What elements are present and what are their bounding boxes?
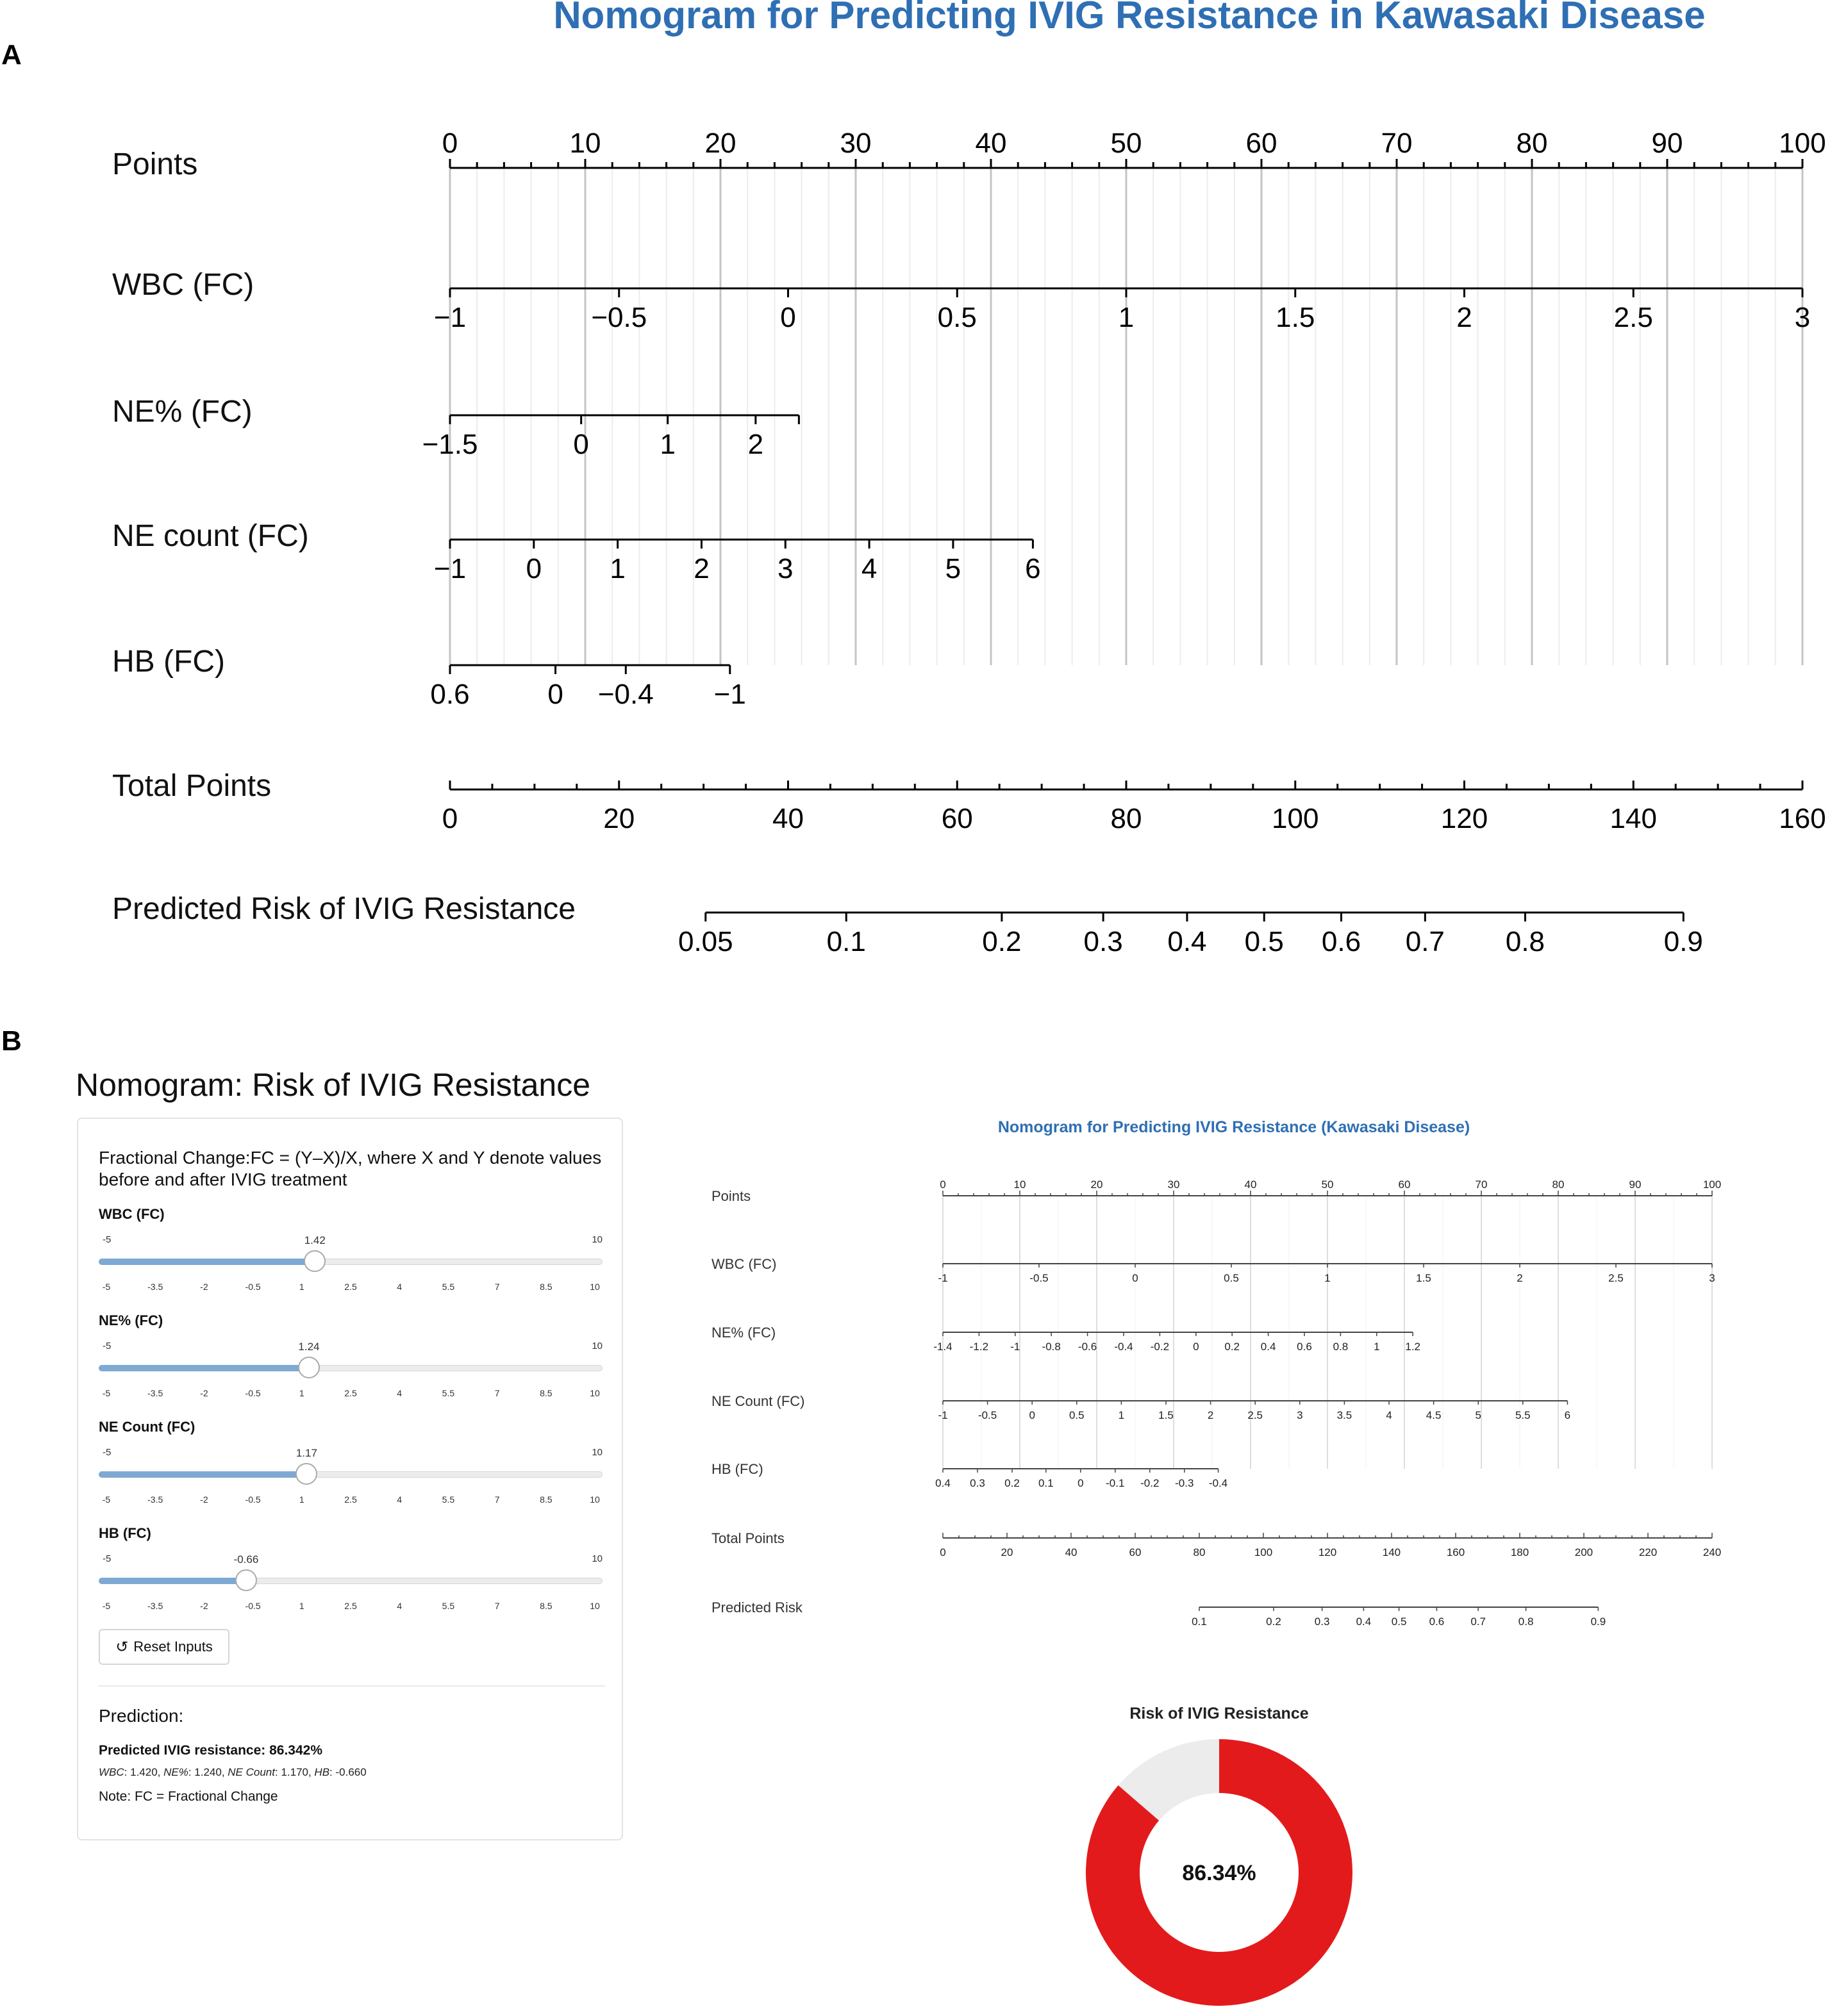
tick-label: 120 <box>1318 1546 1337 1558</box>
row-label: NE Count (FC) <box>711 1393 805 1409</box>
tick-label: 0.6 <box>1429 1615 1445 1628</box>
slider-tick-label: 4 <box>397 1601 403 1611</box>
hb-key: HB <box>314 1766 330 1778</box>
reset-button-label: Reset Inputs <box>133 1639 213 1655</box>
tick-label: 0.1 <box>826 926 866 957</box>
tick-label: 20 <box>704 128 736 159</box>
tick-label: 2 <box>1517 1272 1523 1284</box>
slider-tick-labels <box>99 1601 603 1615</box>
slider-tick-label: -0.5 <box>245 1388 261 1398</box>
tick-label: 180 <box>1510 1546 1529 1558</box>
reset-inputs-button[interactable] <box>99 1629 229 1665</box>
slider-label: NE% (FC) <box>99 1312 163 1328</box>
prediction-inputs <box>99 1766 367 1779</box>
tick-label: 0.7 <box>1405 926 1445 957</box>
tick-label: 220 <box>1638 1546 1658 1558</box>
slider-tick-label: 2.5 <box>344 1494 357 1505</box>
tick-label: 3.5 <box>1336 1409 1352 1421</box>
tick-label: -0.4 <box>1114 1341 1133 1353</box>
slider-thumb[interactable] <box>295 1463 317 1485</box>
slider-value-label: 1.24 <box>298 1341 320 1353</box>
tick-label: 50 <box>1110 128 1142 159</box>
slider-tick-label: 5.5 <box>442 1282 455 1292</box>
slider-tick-label: 5.5 <box>442 1601 455 1611</box>
tick-label: -1.2 <box>969 1341 989 1353</box>
tick-label: 10 <box>1013 1178 1026 1191</box>
slider-tick-label: 7 <box>494 1388 500 1398</box>
hb-value: : -0.660 <box>329 1766 367 1778</box>
row-label: HB (FC) <box>711 1461 763 1477</box>
tick-label: 40 <box>975 128 1007 159</box>
tick-label: 60 <box>941 803 973 834</box>
slider-tick-label: 4 <box>397 1494 403 1505</box>
tick-label: 100 <box>1702 1178 1722 1191</box>
app-title: Nomogram: Risk of IVIG Resistance <box>76 1067 591 1103</box>
slider-thumb[interactable] <box>298 1357 320 1378</box>
tick-label: 0.4 <box>1167 926 1207 957</box>
row-label: Total Points <box>711 1530 785 1546</box>
tick-label: 0 <box>1132 1272 1138 1284</box>
tick-label: 0.7 <box>1470 1615 1486 1628</box>
donut-title: Risk of IVIG Resistance <box>1129 1705 1309 1723</box>
panel-a-label: A <box>1 39 22 70</box>
slider-tick-label: 8.5 <box>540 1282 553 1292</box>
nomogram-b <box>692 1102 1782 2013</box>
tick-label: −0.5 <box>591 302 647 333</box>
plot-title: Nomogram for Predicting IVIG Resistance (Kawasaki Disease) <box>997 1118 1470 1136</box>
slider-tick-label: 2.5 <box>344 1282 357 1292</box>
slider-tick-label: 10 <box>590 1601 600 1611</box>
slider-max-label: 10 <box>592 1341 603 1351</box>
tick-label: 120 <box>1440 803 1488 834</box>
tick-label: 40 <box>1244 1178 1257 1191</box>
fc-note: Note: FC = Fractional Change <box>99 1789 278 1804</box>
tick-label: 0 <box>1029 1409 1035 1421</box>
slider-label: WBC (FC) <box>99 1206 165 1222</box>
slider-tick-label: 4 <box>397 1388 403 1398</box>
slider-tick-label: -0.5 <box>245 1494 261 1505</box>
fc-description: Fractional Change:FC = (Y–X)/X, where X and Y denote values before and after IVIG treatment <box>99 1148 602 1189</box>
slider-tick-label: 4 <box>397 1282 403 1292</box>
tick-label: 0.4 <box>1260 1341 1276 1353</box>
ne-pct-value: : 1.240, <box>188 1766 228 1778</box>
ne-count-slider[interactable] <box>99 1419 605 1521</box>
tick-label: 0 <box>1077 1477 1084 1489</box>
tick-label: 0 <box>573 429 589 460</box>
row-label: NE% (FC) <box>711 1325 776 1341</box>
tick-label: 0.5 <box>1391 1615 1407 1628</box>
tick-label: 3 <box>1709 1272 1715 1284</box>
nomogram-title: Nomogram for Predicting IVIG Resistance in Kawasaki Disease <box>553 0 1706 37</box>
slider-tick-label: -2 <box>200 1282 208 1292</box>
slider-tick-label: 7 <box>494 1601 500 1611</box>
slider-min-label: -5 <box>103 1447 112 1458</box>
slider-value-label: -0.66 <box>233 1553 259 1566</box>
tick-label: 100 <box>1254 1546 1273 1558</box>
tick-label: 1 <box>660 429 676 460</box>
slider-tick-label: 1 <box>299 1282 304 1292</box>
tick-label: 0.3 <box>1083 926 1123 957</box>
tick-label: 40 <box>1065 1546 1077 1558</box>
slider-min-label: -5 <box>103 1341 112 1351</box>
tick-label: 0.9 <box>1663 926 1703 957</box>
tick-label: 3 <box>1297 1409 1303 1421</box>
tick-label: 0 <box>526 553 542 584</box>
slider-tick-label: 7 <box>494 1282 500 1292</box>
tick-label: 0.1 <box>1192 1615 1207 1628</box>
tick-label: 100 <box>1779 128 1826 159</box>
slider-tick-label: -5 <box>102 1601 111 1611</box>
slider-tick-label: 1 <box>299 1494 304 1505</box>
tick-label: 1 <box>1118 302 1135 333</box>
prediction-heading: Prediction: <box>99 1706 184 1726</box>
slider-tick-labels <box>99 1494 603 1508</box>
slider-tick-label: 8.5 <box>540 1494 553 1505</box>
donut-value-label: 86.34% <box>1182 1861 1256 1885</box>
row-label: Points <box>112 147 198 181</box>
tick-label: -1 <box>1010 1341 1020 1353</box>
slider-tick-label: -5 <box>102 1282 111 1292</box>
slider-tick-label: -5 <box>102 1494 111 1505</box>
tick-label: -0.4 <box>1208 1477 1228 1489</box>
tick-label: 60 <box>1245 128 1277 159</box>
slider-tick-label: -3.5 <box>147 1282 163 1292</box>
slider-min-label: -5 <box>103 1234 112 1245</box>
tick-label: 1.5 <box>1416 1272 1431 1284</box>
row-label: Points <box>711 1188 751 1204</box>
tick-label: 0.2 <box>982 926 1022 957</box>
slider-max-label: 10 <box>592 1447 603 1458</box>
tick-label: 0.8 <box>1505 926 1545 957</box>
slider-min-label: -5 <box>103 1553 112 1564</box>
tick-label: -0.5 <box>977 1409 997 1421</box>
slider-tick-labels <box>99 1388 603 1402</box>
tick-label: 4.5 <box>1426 1409 1442 1421</box>
slider-tick-label: 10 <box>590 1388 600 1398</box>
tick-label: 50 <box>1321 1178 1334 1191</box>
slider-tick-label: 2.5 <box>344 1601 357 1611</box>
wbc-key: WBC <box>99 1766 124 1778</box>
tick-label: 0 <box>940 1178 946 1191</box>
slider-tick-labels <box>99 1282 603 1296</box>
tick-label: 0.2 <box>1266 1615 1281 1628</box>
row-label: NE count (FC) <box>112 519 309 553</box>
tick-label: 90 <box>1629 1178 1642 1191</box>
ne-count-value: : 1.170, <box>274 1766 315 1778</box>
row-label: Total Points <box>112 769 272 803</box>
tick-label: −0.4 <box>597 679 654 710</box>
slider-tick-label: -2 <box>200 1388 208 1398</box>
tick-label: 1 <box>1324 1272 1331 1284</box>
slider-tick-label: 1 <box>299 1388 304 1398</box>
tick-label: 0.1 <box>1038 1477 1054 1489</box>
nomogram-a <box>0 0 1830 1000</box>
slider-value-label: 1.42 <box>304 1234 326 1246</box>
slider-tick-label: -2 <box>200 1601 208 1611</box>
tick-label: −1.5 <box>422 429 478 460</box>
panel-b-label: B <box>1 1025 22 1057</box>
slider-tick-label: -0.5 <box>245 1601 261 1611</box>
slider-tick-label: 8.5 <box>540 1388 553 1398</box>
tick-label: 90 <box>1651 128 1683 159</box>
tick-label: 0.4 <box>1356 1615 1372 1628</box>
tick-label: 10 <box>569 128 601 159</box>
tick-label: -0.2 <box>1150 1341 1170 1353</box>
slider-tick-label: 10 <box>590 1494 600 1505</box>
ne-pct-key: NE% <box>163 1766 188 1778</box>
row-label: WBC (FC) <box>711 1256 777 1272</box>
prediction-result: Predicted IVIG resistance: 86.342% <box>99 1743 323 1758</box>
tick-label: 30 <box>840 128 872 159</box>
tick-label: −1 <box>433 553 467 584</box>
tick-label: 0 <box>547 679 563 710</box>
tick-label: -0.8 <box>1042 1341 1061 1353</box>
tick-label: 0.2 <box>1004 1477 1020 1489</box>
slider-tick-label: 5.5 <box>442 1494 455 1505</box>
tick-label: 4 <box>1386 1409 1392 1421</box>
tick-label: 2.5 <box>1247 1409 1263 1421</box>
tick-label: 2 <box>694 553 710 584</box>
tick-label: 0.6 <box>430 679 470 710</box>
tick-label: 80 <box>1193 1546 1206 1558</box>
slider-fill <box>99 1259 315 1265</box>
tick-label: 5 <box>945 553 961 584</box>
slider-thumb[interactable] <box>235 1569 257 1591</box>
tick-label: 3 <box>1794 302 1811 333</box>
tick-label: 0.3 <box>1314 1615 1330 1628</box>
slider-tick-label: -2 <box>200 1494 208 1505</box>
slider-fill <box>99 1365 309 1371</box>
tick-label: -0.6 <box>1077 1341 1097 1353</box>
tick-label: 160 <box>1446 1546 1465 1558</box>
slider-tick-label: 8.5 <box>540 1601 553 1611</box>
slider-max-label: 10 <box>592 1234 603 1245</box>
tick-label: 100 <box>1272 803 1319 834</box>
ne-count-key: NE Count <box>228 1766 275 1778</box>
tick-label: -0.1 <box>1106 1477 1125 1489</box>
tick-label: 70 <box>1475 1178 1488 1191</box>
tick-label: 2 <box>747 429 764 460</box>
nomogram-b-area <box>692 1102 1782 2013</box>
tick-label: 200 <box>1574 1546 1593 1558</box>
tick-label: 0.5 <box>1224 1272 1239 1284</box>
slider-label: NE Count (FC) <box>99 1419 195 1435</box>
tick-label: 20 <box>1001 1546 1013 1558</box>
tick-label: -0.2 <box>1140 1477 1160 1489</box>
wbc-value: : 1.420, <box>124 1766 164 1778</box>
tick-label: 0.8 <box>1518 1615 1534 1628</box>
tick-label: -0.5 <box>1029 1272 1049 1284</box>
slider-value-label: 1.17 <box>295 1447 317 1459</box>
tick-label: 0 <box>442 128 458 159</box>
tick-label: 2.5 <box>1613 302 1653 333</box>
slider-label: HB (FC) <box>99 1525 151 1541</box>
slider-tick-label: -3.5 <box>147 1601 163 1611</box>
tick-label: 0.5 <box>1244 926 1284 957</box>
slider-tick-label: -5 <box>102 1388 111 1398</box>
tick-label: 1.5 <box>1276 302 1315 333</box>
panel-a <box>0 0 1830 1000</box>
row-label: HB (FC) <box>112 645 225 679</box>
wbc-slider[interactable] <box>99 1206 605 1309</box>
slider-tick-label: -0.5 <box>245 1282 261 1292</box>
tick-label: 3 <box>778 553 794 584</box>
tick-label: 0.4 <box>935 1477 951 1489</box>
slider-tick-label: 7 <box>494 1494 500 1505</box>
tick-label: 140 <box>1382 1546 1401 1558</box>
tick-label: 1 <box>1374 1341 1380 1353</box>
tick-label: -1 <box>938 1409 948 1421</box>
ne-pct-slider[interactable] <box>99 1312 605 1415</box>
tick-label: 30 <box>1167 1178 1180 1191</box>
tick-label: 1.2 <box>1405 1341 1421 1353</box>
tick-label: 0.5 <box>937 302 977 333</box>
tick-label: 60 <box>1129 1546 1142 1558</box>
slider-tick-label: -3.5 <box>147 1494 163 1505</box>
tick-label: 70 <box>1381 128 1413 159</box>
row-label: NE% (FC) <box>112 395 253 429</box>
tick-label: 6 <box>1564 1409 1571 1421</box>
slider-fill <box>99 1471 306 1478</box>
input-sidebar <box>77 1118 623 1840</box>
hb-slider[interactable] <box>99 1525 605 1628</box>
tick-label: 0.8 <box>1333 1341 1349 1353</box>
tick-label: -0.3 <box>1175 1477 1194 1489</box>
tick-label: 0.5 <box>1069 1409 1085 1421</box>
tick-label: 20 <box>1090 1178 1103 1191</box>
row-label: Predicted Risk <box>711 1599 803 1615</box>
tick-label: 0.2 <box>1224 1341 1240 1353</box>
slider-tick-label: -3.5 <box>147 1388 163 1398</box>
tick-label: 0 <box>442 803 458 834</box>
tick-label: 20 <box>603 803 635 834</box>
slider-tick-label: 5.5 <box>442 1388 455 1398</box>
divider <box>99 1685 605 1687</box>
tick-label: 60 <box>1398 1178 1411 1191</box>
tick-label: 2 <box>1456 302 1472 333</box>
tick-label: 140 <box>1610 803 1657 834</box>
tick-label: −1 <box>713 679 746 710</box>
tick-label: 2.5 <box>1608 1272 1624 1284</box>
tick-label: 80 <box>1552 1178 1565 1191</box>
slider-tick-label: 10 <box>590 1282 600 1292</box>
tick-label: 160 <box>1779 803 1826 834</box>
row-label: Predicted Risk of IVIG Resistance <box>112 892 576 926</box>
tick-label: 1.5 <box>1158 1409 1174 1421</box>
slider-tick-label: 2.5 <box>344 1388 357 1398</box>
tick-label: 40 <box>772 803 804 834</box>
reset-icon: ↺ <box>115 1638 129 1656</box>
tick-label: 2 <box>1207 1409 1214 1421</box>
tick-label: 1 <box>1118 1409 1125 1421</box>
tick-label: 0.05 <box>678 926 733 957</box>
tick-label: 80 <box>1516 128 1548 159</box>
tick-label: −1 <box>433 302 467 333</box>
tick-label: 5.5 <box>1515 1409 1531 1421</box>
tick-label: 0 <box>940 1546 946 1558</box>
tick-label: 240 <box>1702 1546 1722 1558</box>
tick-label: 0.9 <box>1590 1615 1606 1628</box>
tick-label: -1 <box>938 1272 948 1284</box>
tick-label: 0.6 <box>1321 926 1361 957</box>
tick-label: 5 <box>1475 1409 1481 1421</box>
tick-label: 0 <box>1193 1341 1199 1353</box>
tick-label: 4 <box>861 553 878 584</box>
slider-fill <box>99 1578 246 1584</box>
tick-label: 0.3 <box>970 1477 985 1489</box>
tick-label: -1.4 <box>933 1341 952 1353</box>
tick-label: 0.6 <box>1297 1341 1312 1353</box>
tick-label: 80 <box>1110 803 1142 834</box>
tick-label: 0 <box>780 302 796 333</box>
tick-label: 1 <box>610 553 626 584</box>
slider-thumb[interactable] <box>304 1250 326 1272</box>
slider-tick-label: 1 <box>299 1601 304 1611</box>
tick-label: 6 <box>1025 553 1041 584</box>
row-label: WBC (FC) <box>112 268 254 302</box>
slider-max-label: 10 <box>592 1553 603 1564</box>
